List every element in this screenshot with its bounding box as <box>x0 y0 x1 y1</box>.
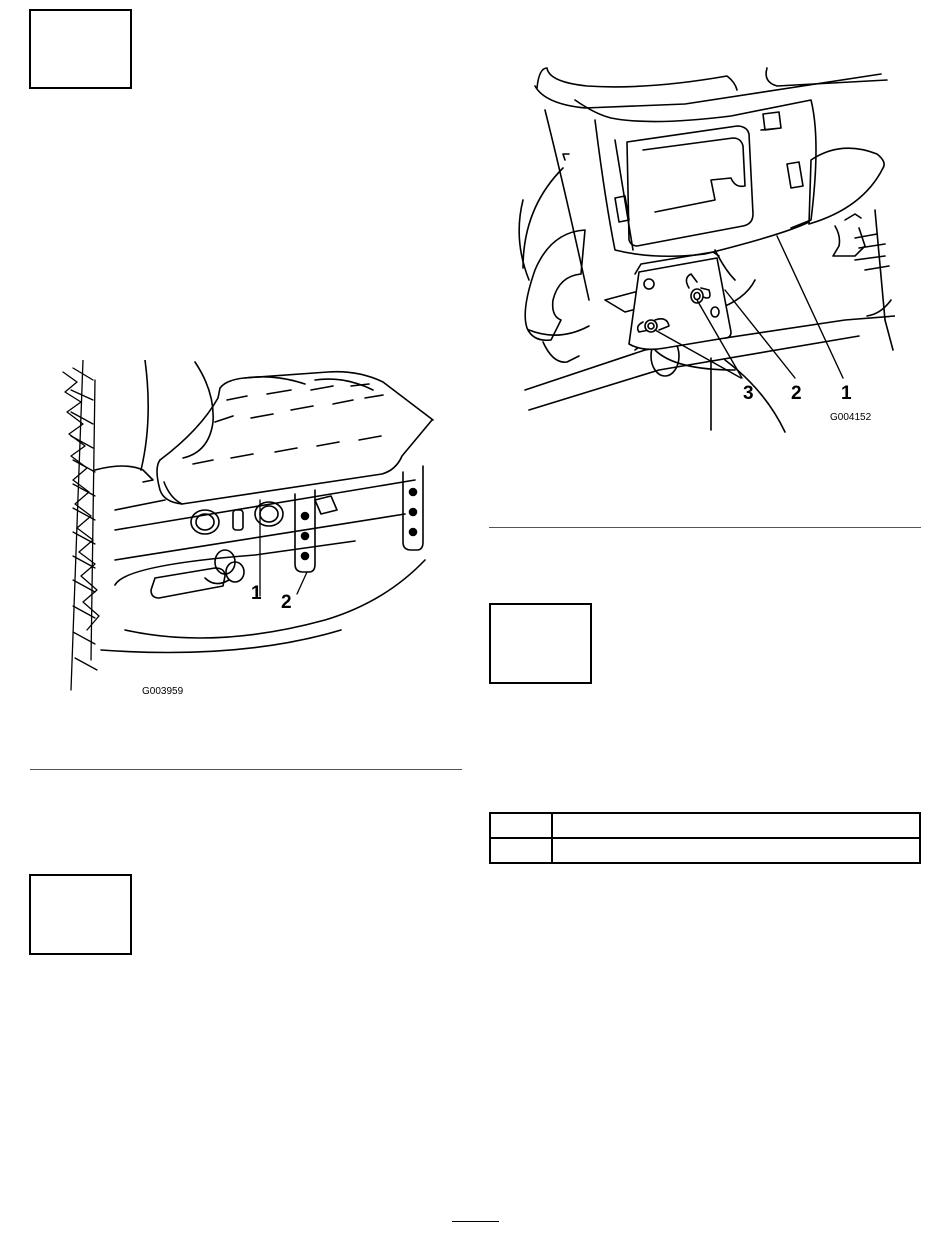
section-divider-left <box>30 769 462 770</box>
parts-table <box>489 812 921 864</box>
mounting-bracket <box>629 252 731 349</box>
tire-tread <box>63 360 99 690</box>
step-box-3 <box>489 603 592 684</box>
panel-callout-3: 3 <box>743 383 754 404</box>
panel-callout-1: 1 <box>841 383 852 404</box>
table-cell <box>490 813 552 838</box>
table-cell <box>552 813 920 838</box>
seat-figure-code: G003959 <box>142 686 184 697</box>
table-cell <box>552 838 920 863</box>
table-cell <box>490 838 552 863</box>
page-number-rule <box>452 1221 499 1222</box>
step-box-2 <box>29 874 132 955</box>
seat-figure <box>55 360 440 705</box>
panel-figure-code: G004152 <box>830 412 872 423</box>
step-box-1 <box>29 9 132 89</box>
table-row <box>490 813 920 838</box>
panel-figure <box>515 60 895 435</box>
seat-bracket-right <box>403 466 423 550</box>
seat-callout-1: 1 <box>251 583 262 604</box>
table-row <box>490 838 920 863</box>
seat-callout-2: 2 <box>281 592 292 613</box>
panel-callout-2: 2 <box>791 383 802 404</box>
section-divider-right <box>489 527 921 528</box>
